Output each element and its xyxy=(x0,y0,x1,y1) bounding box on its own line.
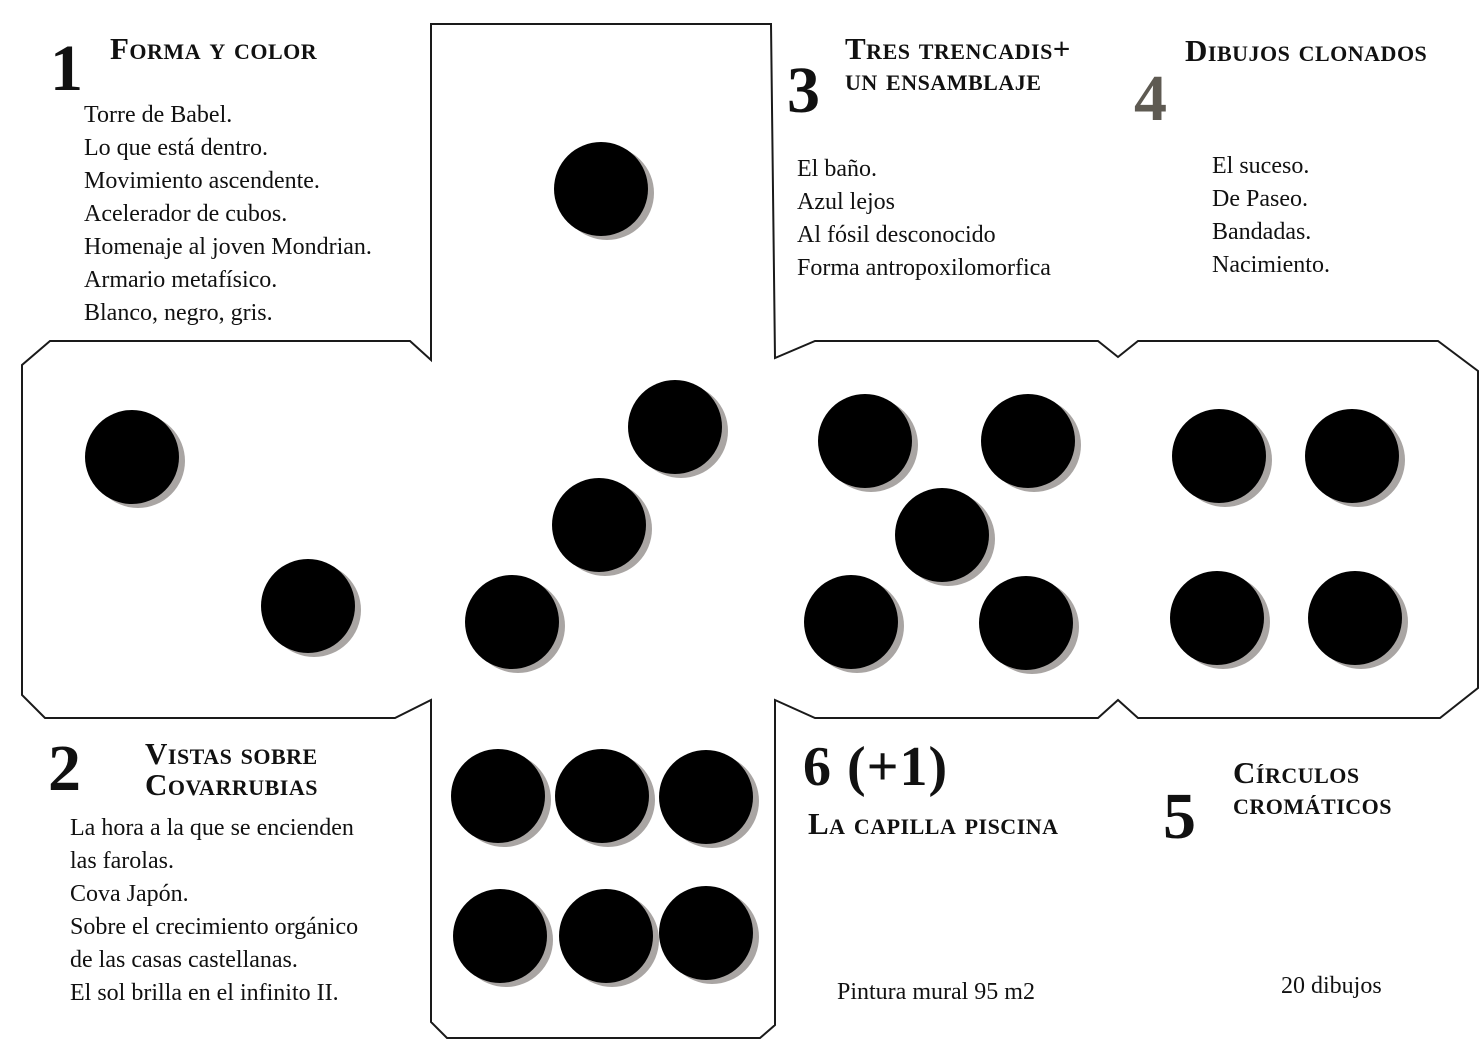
list-item: Bandadas. xyxy=(1212,219,1312,245)
list-item: El suceso. xyxy=(1212,153,1310,179)
section-4-title-line: Dibujos clonados xyxy=(1185,33,1428,68)
section-2-title-line: Covarrubias xyxy=(145,767,318,802)
pip-dot xyxy=(465,575,559,669)
list-item: De Paseo. xyxy=(1212,186,1308,212)
list-item: Azul lejos xyxy=(797,189,895,215)
pip-dot xyxy=(453,889,547,983)
pip-dot xyxy=(555,749,649,843)
pip-dot xyxy=(979,576,1073,670)
pip-dot xyxy=(554,142,648,236)
section-1-title xyxy=(110,33,317,64)
pip-dot xyxy=(659,750,753,844)
section-4-number: 4 xyxy=(1134,62,1167,135)
pip-dot xyxy=(1308,571,1402,665)
list-item: Lo que está dentro. xyxy=(84,135,268,161)
list-item: Sobre el crecimiento orgánico xyxy=(70,914,359,940)
section-1-title-line: Forma y color xyxy=(110,31,318,66)
section-4-list xyxy=(1212,150,1330,282)
list-item: Forma antropoxilomorfica xyxy=(797,255,1051,281)
pip-dot xyxy=(261,559,355,653)
list-item: Nacimiento. xyxy=(1212,252,1330,278)
section-2-title-line: Vistas sobre xyxy=(145,736,318,771)
section-6-title-line: La capilla piscina xyxy=(808,806,1059,841)
list-item: Movimiento ascendente. xyxy=(84,168,320,194)
list-item: El baño. xyxy=(797,156,877,182)
list-item: Blanco, negro, gris. xyxy=(84,300,273,326)
pip-dot xyxy=(552,478,646,572)
section-3-title-line: un ensamblaje xyxy=(845,62,1042,97)
section-3-title xyxy=(845,33,1071,95)
pip-dot xyxy=(1172,409,1266,503)
section-5-note: 20 dibujos xyxy=(1281,973,1382,999)
section-5-title xyxy=(1233,757,1392,819)
section-2-title xyxy=(145,738,318,800)
pip-dot xyxy=(1305,409,1399,503)
section-3-title-line: Tres trencadis+ xyxy=(845,31,1071,66)
list-item: Cova Japón. xyxy=(70,881,189,907)
section-6-title xyxy=(808,808,1059,839)
pip-dot xyxy=(559,889,653,983)
list-item: El sol brilla en el infinito II. xyxy=(70,980,339,1006)
pip-dot xyxy=(628,380,722,474)
section-1-number: 1 xyxy=(50,32,83,105)
pip-dot xyxy=(818,394,912,488)
pip-dot xyxy=(804,575,898,669)
section-5-title-line: cromáticos xyxy=(1233,786,1393,821)
list-item: Homenaje al joven Mondrian. xyxy=(84,234,372,260)
section-2-number: 2 xyxy=(48,732,81,805)
list-item: La hora a la que se encienden xyxy=(70,815,354,841)
list-item: Acelerador de cubos. xyxy=(84,201,288,227)
section-3-list xyxy=(797,153,1051,285)
list-item: las farolas. xyxy=(70,848,174,874)
section-2-list xyxy=(70,812,358,1010)
section-3-number: 3 xyxy=(787,54,820,127)
pip-dot xyxy=(895,488,989,582)
list-item: Al fósil desconocido xyxy=(797,222,996,248)
section-6-number: 6 (+1) xyxy=(803,736,949,798)
section-4-title xyxy=(1185,35,1427,66)
section-5-title-line: Círculos xyxy=(1233,755,1360,790)
pip-dot xyxy=(1170,571,1264,665)
section-1-list xyxy=(84,99,372,330)
list-item: Armario metafísico. xyxy=(84,267,278,293)
pip-dot xyxy=(659,886,753,980)
list-item: Torre de Babel. xyxy=(84,102,233,128)
section-6-note: Pintura mural 95 m2 xyxy=(837,979,1035,1005)
section-5-number: 5 xyxy=(1163,780,1196,853)
pip-dot xyxy=(981,394,1075,488)
pip-dot xyxy=(85,410,179,504)
pip-dot xyxy=(451,749,545,843)
list-item: de las casas castellanas. xyxy=(70,947,298,973)
